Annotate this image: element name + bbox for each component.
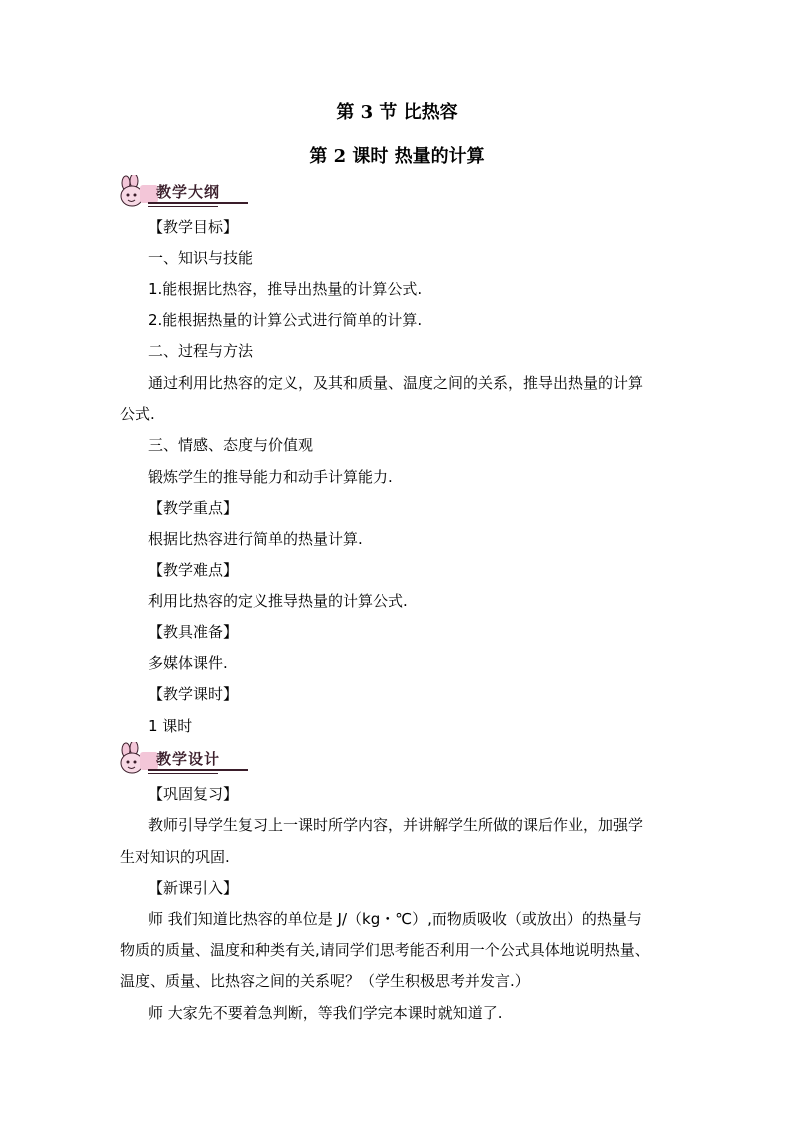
banner-underline-secondary [148, 206, 218, 207]
text-line: 物质的质量、温度和种类有关,请同学们思考能否利用一个公式具体地说明热量、 [120, 941, 650, 959]
text-line: 师 大家先不要着急判断，等我们学完本课时就知道了. [148, 1004, 503, 1022]
design-banner [118, 742, 248, 776]
text-line: 锻炼学生的推导能力和动手计算能力. [148, 468, 393, 486]
design-banner-label: 教学设计 [156, 750, 221, 768]
banner-underline [148, 202, 248, 204]
emotion-values-heading: 三、情感、态度与价值观 [148, 436, 314, 454]
text-line: 1.能根据比热容，推导出热量的计算公式. [148, 280, 423, 298]
intro-heading: 【新课引入】 [148, 879, 239, 897]
text-line: 通过利用比热容的定义，及其和质量、温度之间的关系，推导出热量的计算 [148, 374, 644, 392]
outline-banner [118, 175, 248, 209]
teaching-goals-heading: 【教学目标】 [148, 218, 239, 236]
text-line: 生对知识的巩固. [120, 848, 230, 866]
lesson-subtitle: 第 2 课时 热量的计算 [309, 146, 485, 167]
text-line: 公式. [120, 405, 155, 423]
key-points-heading: 【教学重点】 [148, 499, 239, 517]
text-line: 根据比热容进行简单的热量计算. [148, 530, 363, 548]
banner-underline [148, 769, 248, 771]
materials-heading: 【教具准备】 [148, 623, 239, 641]
knowledge-skills-heading: 一、知识与技能 [148, 249, 254, 267]
process-method-heading: 二、过程与方法 [148, 342, 254, 360]
section-title: 第 3 节 比热容 [336, 102, 458, 123]
class-hours-heading: 【教学课时】 [148, 685, 239, 703]
text-line: 利用比热容的定义推导热量的计算公式. [148, 592, 408, 610]
text-line: 2.能根据热量的计算公式进行简单的计算. [148, 311, 423, 329]
text-line: 多媒体课件. [148, 654, 228, 672]
text-line: 1 课时 [148, 717, 193, 735]
text-line: 教师引导学生复习上一课时所学内容，并讲解学生所做的课后作业，加强学 [148, 816, 644, 834]
text-line: 师 我们知道比热容的单位是 J/（kg・℃）,而物质吸收（或放出）的热量与 [148, 910, 642, 928]
difficulties-heading: 【教学难点】 [148, 561, 239, 579]
banner-underline-secondary [148, 773, 218, 774]
outline-banner-label: 教学大纲 [156, 183, 221, 201]
review-heading: 【巩固复习】 [148, 785, 239, 803]
text-line: 温度、质量、比热容之间的关系呢？（学生积极思考并发言.） [120, 972, 530, 990]
